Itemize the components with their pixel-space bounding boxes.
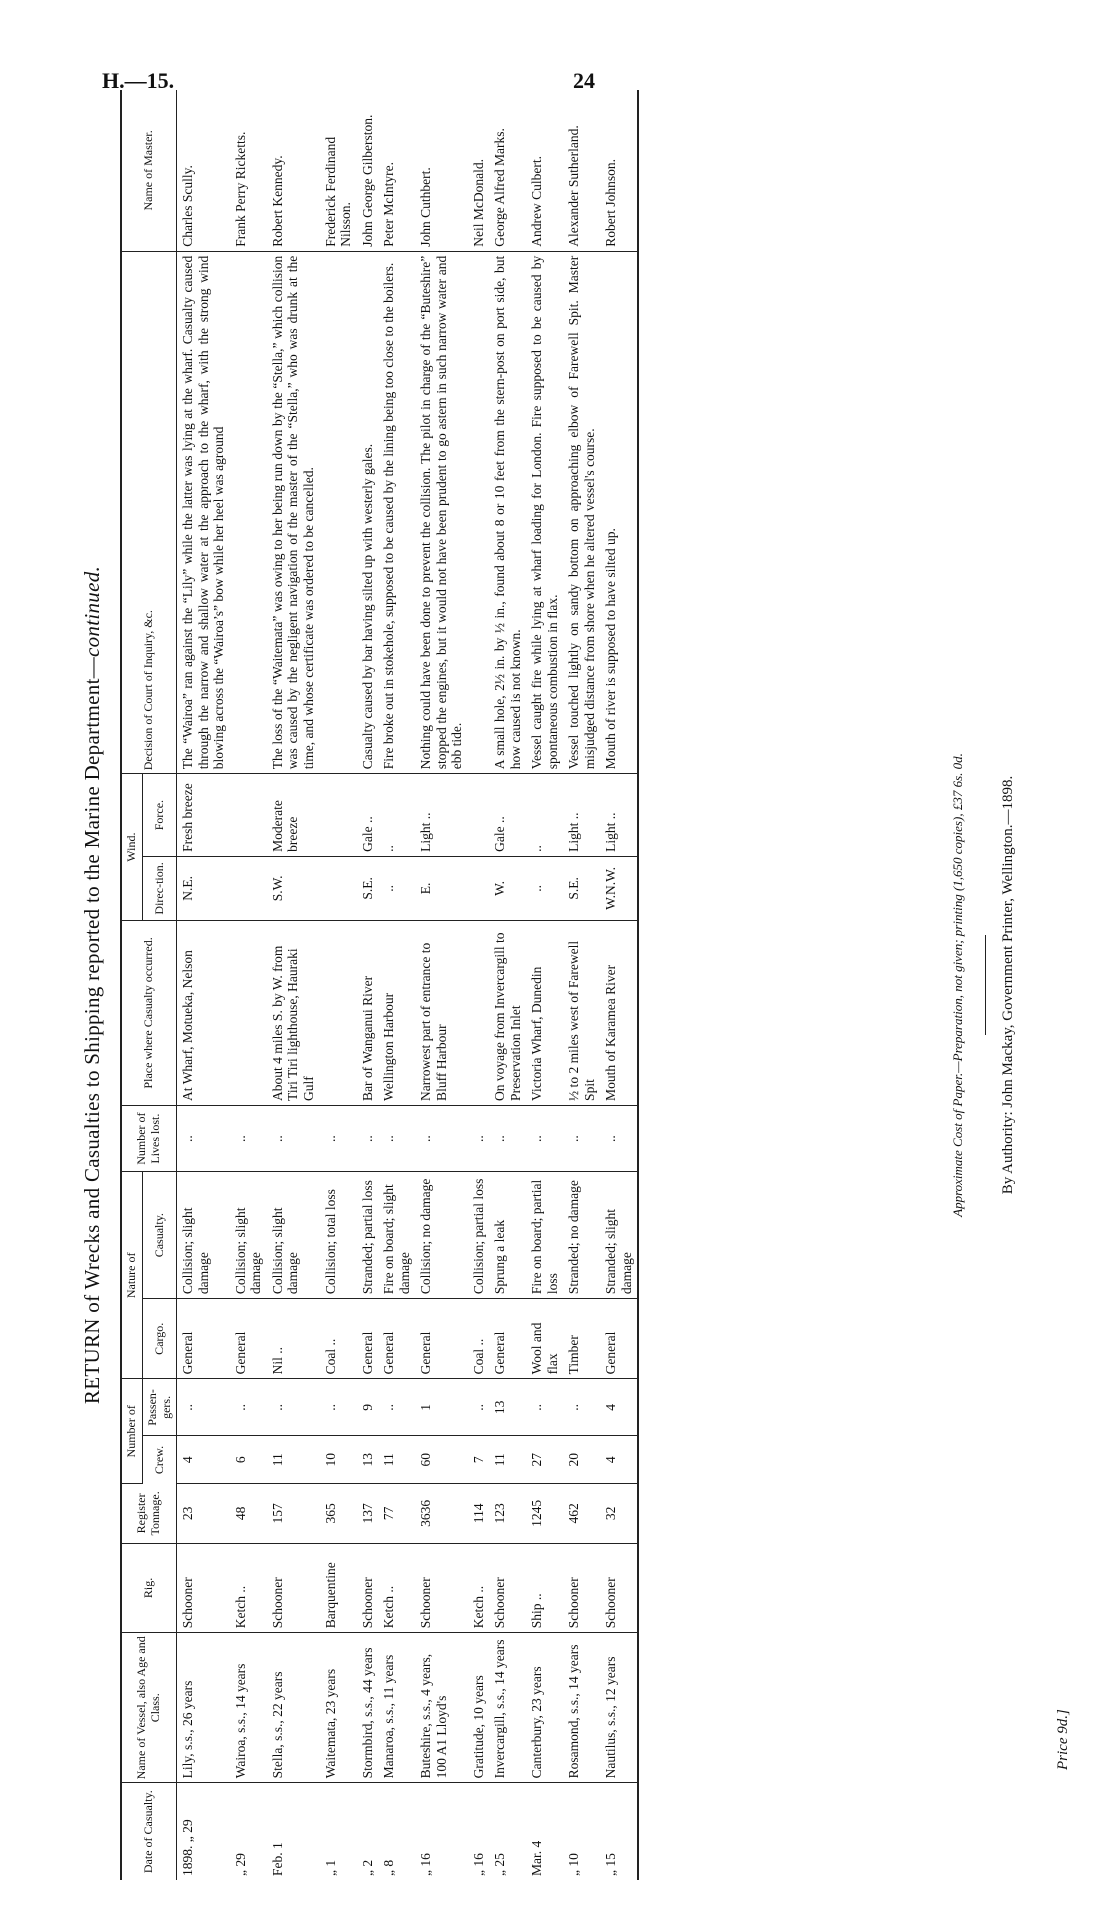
cell-passengers: .. bbox=[230, 1379, 267, 1436]
cell-place: On voyage from Invercargill to Preservation Inlet bbox=[489, 920, 526, 1105]
col-rig: Rig. bbox=[121, 1543, 177, 1633]
cell-master: John George Gilberston. bbox=[357, 90, 379, 251]
cell-lives: .. bbox=[320, 1105, 357, 1171]
cell-master: Andrew Culbert. bbox=[526, 90, 563, 251]
footer-rule bbox=[985, 935, 986, 1035]
table-row bbox=[177, 90, 230, 1880]
col-lives: Number of Lives lost. bbox=[121, 1105, 177, 1171]
cell-direction: S.E. bbox=[357, 856, 379, 920]
cell-rig: Schooner bbox=[357, 1543, 379, 1633]
cell-place: Wellington Harbour bbox=[378, 920, 415, 1105]
cell-date: „ 16 bbox=[470, 1853, 486, 1876]
cell-force: .. bbox=[378, 774, 415, 857]
cell-crew: 4 bbox=[177, 1436, 230, 1484]
cell-force: Light .. bbox=[415, 774, 468, 857]
col-cargo: Cargo. bbox=[142, 1299, 177, 1379]
cell-place: At Wharf, Motueka, Nelson bbox=[177, 920, 230, 1105]
table-row bbox=[415, 90, 468, 1880]
col-place: Place where Casualty occurred. bbox=[121, 920, 177, 1105]
cell-direction: S.E. bbox=[563, 856, 600, 920]
cell-lives: .. bbox=[600, 1105, 638, 1171]
cell-vessel: Wairoa, s.s., 14 years bbox=[230, 1633, 267, 1783]
cell-place bbox=[320, 920, 357, 1105]
cell-force: Fresh breeze bbox=[177, 774, 230, 857]
col-decision: Decision of Court of Inquiry, &c. bbox=[121, 251, 177, 774]
cell-force: .. bbox=[526, 774, 563, 857]
cell-passengers: 1 bbox=[415, 1379, 468, 1436]
cell-casualty: Stranded; no damage bbox=[563, 1172, 600, 1299]
table-row bbox=[526, 90, 563, 1880]
cell-date: „ 25 bbox=[492, 1853, 508, 1876]
cell-cargo: General bbox=[230, 1299, 267, 1379]
cell-tonnage: 32 bbox=[600, 1484, 638, 1544]
cell-crew: 4 bbox=[600, 1436, 638, 1484]
cell-passengers: .. bbox=[468, 1379, 490, 1436]
col-master: Name of Master. bbox=[121, 90, 177, 251]
cell-cargo: Wool and flax bbox=[526, 1299, 563, 1379]
cell-force bbox=[230, 774, 267, 857]
table-body bbox=[177, 90, 638, 1880]
cell-passengers: .. bbox=[177, 1379, 230, 1436]
cell-cargo: Nil .. bbox=[267, 1299, 320, 1379]
cell-lives: .. bbox=[177, 1105, 230, 1171]
casualty-table bbox=[120, 90, 639, 1880]
cell-direction bbox=[230, 856, 267, 920]
cell-casualty: Collision; total loss bbox=[320, 1172, 357, 1299]
cell-casualty: Stranded; slight damage bbox=[600, 1172, 638, 1299]
cell-cargo: General bbox=[177, 1299, 230, 1379]
cell-direction: N.E. bbox=[177, 856, 230, 920]
table-row bbox=[357, 90, 379, 1880]
cell-casualty: Collision; no damage bbox=[415, 1172, 468, 1299]
cell-passengers: 13 bbox=[489, 1379, 526, 1436]
cell-force: Gale .. bbox=[357, 774, 379, 857]
cell-crew: 10 bbox=[320, 1436, 357, 1484]
cell-place: Mouth of Karamea River bbox=[600, 920, 638, 1105]
cell-force: Gale .. bbox=[489, 774, 526, 857]
cell-force: Light .. bbox=[563, 774, 600, 857]
col-direction: Direc-tion. bbox=[142, 856, 177, 920]
cell-crew: 7 bbox=[468, 1436, 490, 1484]
cell-decision: Vessel touched lightly on sandy bottom on approaching elbow of Farewell Spit. Master misjudged distance from shore when he altered vessel's course. bbox=[563, 251, 600, 774]
cell-direction: W.N.W. bbox=[600, 856, 638, 920]
col-crew: Crew. bbox=[142, 1436, 177, 1484]
cell-casualty: Collision; slight damage bbox=[267, 1172, 320, 1299]
cell-lives: .. bbox=[267, 1105, 320, 1171]
cell-direction bbox=[468, 856, 490, 920]
cell-date: „ 1 bbox=[322, 1859, 338, 1876]
cell-casualty: Collision; partial loss bbox=[468, 1172, 490, 1299]
cell-passengers: .. bbox=[563, 1379, 600, 1436]
cell-cargo: General bbox=[378, 1299, 415, 1379]
cell-decision: Casualty caused by bar having silted up with westerly gales. bbox=[357, 251, 379, 774]
cell-decision: A small hole, 2½ in. by ½ in., found about 8 or 10 feet from the stern-post on port side, but how caused is not known. bbox=[489, 251, 526, 774]
cell-vessel: Waitemata, 23 years bbox=[320, 1633, 357, 1783]
table-title-main: RETURN of Wrecks and Casualties to Shipping reported to the Marine Department— bbox=[80, 656, 104, 1405]
cell-place bbox=[230, 920, 267, 1105]
cell-rig: Schooner bbox=[415, 1543, 468, 1633]
cell-crew: 60 bbox=[415, 1436, 468, 1484]
cell-lives: .. bbox=[415, 1105, 468, 1171]
page-number: 24 bbox=[573, 68, 595, 93]
cell-vessel: Rosamond, s.s., 14 years bbox=[563, 1633, 600, 1783]
cell-direction bbox=[320, 856, 357, 920]
cell-rig: Schooner bbox=[600, 1543, 638, 1633]
col-casualty: Casualty. bbox=[142, 1172, 177, 1299]
cell-force bbox=[468, 774, 490, 857]
cell-master: Neil McDonald. bbox=[468, 90, 490, 251]
cost-note: Approximate Cost of Paper.—Preparation, not given; printing (1,650 copies), £37 6s. 0d. bbox=[950, 753, 965, 1217]
cell-vessel: Lily, s.s., 26 years bbox=[177, 1633, 230, 1783]
cell-lives: .. bbox=[230, 1105, 267, 1171]
cell-rig: Ketch .. bbox=[468, 1543, 490, 1633]
cell-decision: The loss of the “Waitemata” was owing to her being run down by the “Stella,” which collision was caused by the negligent navigation of the master of the “Stella,” who was drunk at the time, and whose certificate was ordered to be cancelled. bbox=[267, 251, 320, 774]
col-date: Date of Casualty. bbox=[121, 1783, 177, 1880]
cell-date: 1898. „ 29 bbox=[180, 1819, 196, 1876]
cell-date: Mar. 4 bbox=[529, 1840, 545, 1876]
table-row bbox=[378, 90, 415, 1880]
cell-tonnage: 123 bbox=[489, 1484, 526, 1544]
cell-cargo: General bbox=[600, 1299, 638, 1379]
cell-decision bbox=[320, 251, 357, 774]
cell-casualty: Fire on board; slight damage bbox=[378, 1172, 415, 1299]
col-number-of: Number of bbox=[121, 1379, 142, 1484]
table-row bbox=[489, 90, 526, 1880]
cell-lives: .. bbox=[378, 1105, 415, 1171]
cell-casualty: Fire on board; partial loss bbox=[526, 1172, 563, 1299]
cell-cargo: Coal .. bbox=[468, 1299, 490, 1379]
cell-cargo: General bbox=[357, 1299, 379, 1379]
document-reference: H.—15. bbox=[102, 68, 175, 93]
col-nature-of: Nature of bbox=[121, 1172, 142, 1379]
cell-decision: Mouth of river is supposed to have silted up. bbox=[600, 251, 638, 774]
cell-master: George Alfred Marks. bbox=[489, 90, 526, 251]
cell-master: Robert Johnson. bbox=[600, 90, 638, 251]
cell-casualty: Stranded; partial loss bbox=[357, 1172, 379, 1299]
cell-lives: .. bbox=[563, 1105, 600, 1171]
cell-master: Charles Scully. bbox=[177, 90, 230, 251]
cell-rig: Barquentine bbox=[320, 1543, 357, 1633]
cell-rig: Schooner bbox=[177, 1543, 230, 1633]
table-row bbox=[267, 90, 320, 1880]
table-row bbox=[230, 90, 267, 1880]
cell-decision: Nothing could have been done to prevent the collision. The pilot in charge of the “Buteshire” stopped the engines, but it would not have been prudent to go astern in such narrow water and ebb tide. bbox=[415, 251, 468, 774]
cell-vessel: Invercargill, s.s., 14 years bbox=[489, 1633, 526, 1783]
col-force: Force. bbox=[142, 774, 177, 857]
cell-decision: The “Wairoa” ran against the “Lily” while the latter was lying at the wharf. Casualty caused through the narrow and shallow water at the approach to the wharf, with the strong wind blowing across the “Wairoa’s” bow while her heel was aground bbox=[177, 251, 230, 774]
cell-crew: 13 bbox=[357, 1436, 379, 1484]
cell-date: „ 2 bbox=[359, 1859, 375, 1876]
cell-tonnage: 137 bbox=[357, 1484, 379, 1544]
table-row bbox=[468, 90, 490, 1880]
cell-master: Alexander Sutherland. bbox=[563, 90, 600, 251]
cell-tonnage: 3636 bbox=[415, 1484, 468, 1544]
cell-tonnage: 48 bbox=[230, 1484, 267, 1544]
cell-passengers: .. bbox=[320, 1379, 357, 1436]
cell-rig: Ship .. bbox=[526, 1543, 563, 1633]
cell-rig: Schooner bbox=[267, 1543, 320, 1633]
cell-crew: 27 bbox=[526, 1436, 563, 1484]
cell-tonnage: 77 bbox=[378, 1484, 415, 1544]
cell-place bbox=[468, 920, 490, 1105]
cell-passengers: 9 bbox=[357, 1379, 379, 1436]
cell-tonnage: 462 bbox=[563, 1484, 600, 1544]
cell-passengers: .. bbox=[267, 1379, 320, 1436]
cell-casualty: Collision; slight damage bbox=[177, 1172, 230, 1299]
cell-decision: Vessel caught fire while lying at wharf loading for London. Fire supposed to be caused by spontaneous combustion in flax. bbox=[526, 251, 563, 774]
col-tonnage: Register Tonnage. bbox=[121, 1484, 177, 1544]
cell-tonnage: 1245 bbox=[526, 1484, 563, 1544]
cell-crew: 11 bbox=[489, 1436, 526, 1484]
cell-vessel: Canterbury, 23 years bbox=[526, 1633, 563, 1783]
cell-crew: 6 bbox=[230, 1436, 267, 1484]
cell-place: About 4 miles S. by W. from Tiri Tiri lighthouse, Hauraki Gulf bbox=[267, 920, 320, 1105]
cell-direction: S.W. bbox=[267, 856, 320, 920]
cell-direction: .. bbox=[378, 856, 415, 920]
cell-master: Robert Kennedy. bbox=[267, 90, 320, 251]
col-vessel: Name of Vessel, also Age and Class. bbox=[121, 1633, 177, 1783]
cell-vessel: Nautilus, s.s., 12 years bbox=[600, 1633, 638, 1783]
cell-tonnage: 114 bbox=[468, 1484, 490, 1544]
cell-date: „ 15 bbox=[600, 1783, 638, 1880]
cell-cargo: General bbox=[415, 1299, 468, 1379]
cell-passengers: .. bbox=[378, 1379, 415, 1436]
table-row bbox=[563, 90, 600, 1880]
cell-vessel: Gratitude, 10 years bbox=[468, 1633, 490, 1783]
cell-cargo: Coal .. bbox=[320, 1299, 357, 1379]
cell-date: „ 8 bbox=[381, 1859, 397, 1876]
cell-crew: 20 bbox=[563, 1436, 600, 1484]
cell-date: „ 29 bbox=[232, 1853, 248, 1876]
cell-vessel: Stormbird, s.s., 44 years bbox=[357, 1633, 379, 1783]
cell-vessel: Stella, s.s., 22 years bbox=[267, 1633, 320, 1783]
table-title-suffix: continued. bbox=[80, 565, 104, 657]
cell-tonnage: 157 bbox=[267, 1484, 320, 1544]
cell-lives: .. bbox=[357, 1105, 379, 1171]
cell-place: ½ to 2 miles west of Farewell Spit bbox=[563, 920, 600, 1105]
col-passengers: Passen-gers. bbox=[142, 1379, 177, 1436]
table-title bbox=[80, 90, 105, 1880]
cell-place: Narrowest part of entrance to Bluff Harbour bbox=[415, 920, 468, 1105]
cell-rig: Ketch .. bbox=[230, 1543, 267, 1633]
cell-crew: 11 bbox=[378, 1436, 415, 1484]
cell-decision bbox=[230, 251, 267, 774]
cell-date: „ 16 bbox=[418, 1853, 434, 1876]
cell-casualty: Collision; slight damage bbox=[230, 1172, 267, 1299]
cell-master: Peter McIntyre. bbox=[378, 90, 415, 251]
cell-passengers: 4 bbox=[600, 1379, 638, 1436]
cell-passengers: .. bbox=[526, 1379, 563, 1436]
cell-decision bbox=[468, 251, 490, 774]
col-wind: Wind. bbox=[121, 774, 142, 921]
cell-master: Frank Perry Ricketts. bbox=[230, 90, 267, 251]
cell-lives: .. bbox=[489, 1105, 526, 1171]
cell-decision: Fire broke out in stokehole, supposed to be caused by the lining being too close to the boilers. bbox=[378, 251, 415, 774]
cell-tonnage: 365 bbox=[320, 1484, 357, 1544]
cell-cargo: Timber bbox=[563, 1299, 600, 1379]
cell-rig: Ketch .. bbox=[378, 1543, 415, 1633]
table-row bbox=[600, 90, 638, 1880]
cell-crew: 11 bbox=[267, 1436, 320, 1484]
cell-tonnage: 23 bbox=[177, 1484, 230, 1544]
cell-date: „ 10 bbox=[566, 1853, 582, 1876]
cell-force: Moderate breeze bbox=[267, 774, 320, 857]
cell-direction: E. bbox=[415, 856, 468, 920]
cell-place: Victoria Wharf, Dunedin bbox=[526, 920, 563, 1105]
cell-force bbox=[320, 774, 357, 857]
cell-rig: Schooner bbox=[563, 1543, 600, 1633]
printer-authority: By Authority: John Mackay, Government Printer, Wellington.—1898. bbox=[1000, 775, 1016, 1195]
cell-date: Feb. 1 bbox=[269, 1842, 285, 1876]
cell-cargo: General bbox=[489, 1299, 526, 1379]
rotated-page-content bbox=[80, 90, 1071, 1880]
cell-master: John Cuthbert. bbox=[415, 90, 468, 251]
table-row bbox=[320, 90, 357, 1880]
cell-place: Bar of Wanganui River bbox=[357, 920, 379, 1105]
cell-force: Light .. bbox=[600, 774, 638, 857]
cell-vessel: Manaroa, s.s., 11 years bbox=[378, 1633, 415, 1783]
price-note: Price 9d.] bbox=[1055, 1709, 1071, 1770]
cell-lives: .. bbox=[526, 1105, 563, 1171]
cell-master: Frederick Ferdinand Nilsson. bbox=[320, 90, 357, 251]
cell-vessel: Buteshire, s.s., 4 years, 100 A1 Lloyd's bbox=[415, 1633, 468, 1783]
cell-direction: .. bbox=[526, 856, 563, 920]
cell-lives: .. bbox=[468, 1105, 490, 1171]
cell-casualty: Sprung a leak bbox=[489, 1172, 526, 1299]
cell-rig: Schooner bbox=[489, 1543, 526, 1633]
cell-direction: W. bbox=[489, 856, 526, 920]
